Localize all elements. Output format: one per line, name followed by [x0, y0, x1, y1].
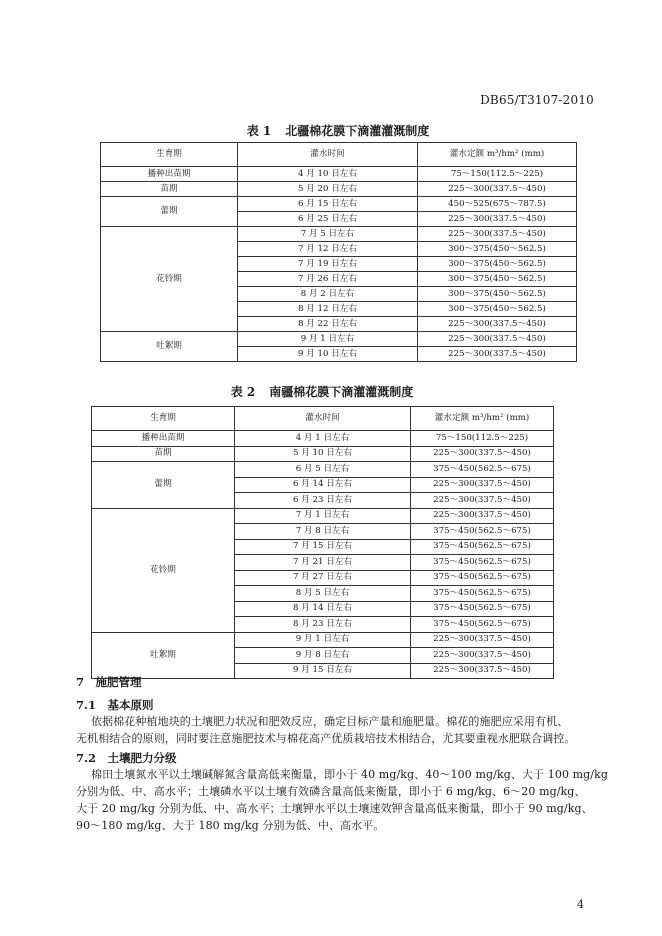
irrigation-date-cell: 7 月 19 日左右	[238, 257, 418, 272]
table-row	[101, 332, 577, 347]
irrigation-quota-cell: 225～300(337.5～450)	[418, 182, 577, 197]
irrigation-quota-cell: 375～450(562.5～675)	[411, 539, 554, 555]
irrigation-date-cell: 7 月 5 日左右	[238, 227, 418, 242]
irrigation-quota-cell: 225～300(337.5～450)	[411, 663, 554, 679]
irrigation-date-cell: 6 月 5 日左右	[235, 462, 411, 478]
table-row	[92, 462, 554, 478]
standard-code: DB65/T3107-2010	[480, 93, 594, 107]
table-header-row	[92, 407, 554, 431]
irrigation-date-cell: 9 月 1 日左右	[235, 632, 411, 648]
table2-caption	[91, 383, 553, 400]
irrigation-date-cell: 7 月 12 日左右	[238, 242, 418, 257]
irrigation-date-cell: 4 月 1 日左右	[235, 431, 411, 447]
growth-stage-cell: 苗期	[101, 182, 238, 197]
paragraph-line: 90～180 mg/kg、大于 180 mg/kg 分别为低、中、高水平。	[76, 819, 385, 832]
table-row	[101, 182, 577, 197]
irrigation-date-cell: 9 月 15 日左右	[235, 663, 411, 679]
irrigation-quota-cell: 375～450(562.5～675)	[411, 601, 554, 617]
table1-north-xinjiang	[100, 142, 577, 362]
irrigation-quota-cell: 75～150(112.5～225)	[418, 167, 577, 182]
table-header-cell: 生育期	[101, 143, 238, 167]
growth-stage-cell: 苗期	[92, 446, 235, 462]
irrigation-date-cell: 7 月 1 日左右	[235, 508, 411, 524]
irrigation-quota-cell: 375～450(562.5～675)	[411, 555, 554, 571]
paragraph-line: 大于 20 mg/kg 分别为低、中、高水平；土壤钾水平以土壤速效钾含量高低来衡量，即小于 90 mg/kg、	[76, 802, 593, 815]
irrigation-date-cell: 7 月 21 日左右	[235, 555, 411, 571]
growth-stage-cell: 吐絮期	[101, 332, 238, 362]
irrigation-quota-cell: 375～450(562.5～675)	[411, 617, 554, 633]
table-header-cell: 灌水时间	[238, 143, 418, 167]
section-7-1-body	[76, 713, 576, 747]
growth-stage-cell: 花铃期	[92, 508, 235, 632]
irrigation-date-cell: 5 月 10 日左右	[235, 446, 411, 462]
irrigation-date-cell: 7 月 26 日左右	[238, 272, 418, 287]
irrigation-date-cell: 8 月 12 日左右	[238, 302, 418, 317]
irrigation-date-cell: 7 月 27 日左右	[235, 570, 411, 586]
irrigation-quota-cell: 300～375(450～562.5)	[418, 272, 577, 287]
growth-stage-cell: 吐絮期	[92, 632, 235, 679]
irrigation-quota-cell: 450～525(675～787.5)	[418, 197, 577, 212]
table2-title: 南疆棉花膜下滴灌灌溉制度	[269, 385, 414, 399]
irrigation-date-cell: 8 月 5 日左右	[235, 586, 411, 602]
irrigation-quota-cell: 300～375(450～562.5)	[418, 302, 577, 317]
table-row	[92, 431, 554, 447]
table1-title: 北疆棉花膜下滴灌灌溉制度	[285, 124, 430, 138]
irrigation-date-cell: 9 月 8 日左右	[235, 648, 411, 664]
irrigation-quota-cell: 300～375(450～562.5)	[418, 242, 577, 257]
irrigation-date-cell: 9 月 1 日左右	[238, 332, 418, 347]
table-row	[101, 197, 577, 212]
paragraph-line: 棉田土壤氮水平以土壤碱解氮含量高低来衡量，即小于 40 mg/kg、40～100 mg/kg、大于 100 mg/kg	[91, 768, 609, 781]
table2-number: 表 2	[230, 385, 256, 399]
table-row	[101, 227, 577, 242]
irrigation-quota-cell: 300～375(450～562.5)	[418, 257, 577, 272]
irrigation-quota-cell: 225～300(337.5～450)	[411, 477, 554, 493]
growth-stage-cell: 花铃期	[101, 227, 238, 332]
irrigation-date-cell: 8 月 23 日左右	[235, 617, 411, 633]
table-row	[92, 508, 554, 524]
irrigation-date-cell: 8 月 22 日左右	[238, 317, 418, 332]
irrigation-quota-cell: 225～300(337.5～450)	[418, 347, 577, 362]
irrigation-quota-cell: 225～300(337.5～450)	[411, 446, 554, 462]
growth-stage-cell: 蕾期	[101, 197, 238, 227]
table1-caption	[100, 122, 576, 139]
irrigation-date-cell: 5 月 20 日左右	[238, 182, 418, 197]
paragraph-line: 分别为低、中、高水平；土壤磷水平以土壤有效磷含量高低来衡量，即小于 6 mg/kg、6～20 mg/kg、	[76, 785, 586, 798]
irrigation-quota-cell: 225～300(337.5～450)	[418, 212, 577, 227]
irrigation-quota-cell: 225～300(337.5～450)	[411, 493, 554, 509]
irrigation-quota-cell: 375～450(562.5～675)	[411, 462, 554, 478]
paragraph-line: 依据棉花种植地块的土壤肥力状况和肥效反应，确定目标产量和施肥量。棉花的施肥应采用有机、	[91, 715, 569, 728]
section-7-2-heading: 7.2 土壤肥力分级	[76, 751, 177, 765]
growth-stage-cell: 蕾期	[92, 462, 235, 509]
table-header-cell: 灌水时间	[235, 407, 411, 431]
irrigation-date-cell: 6 月 23 日左右	[235, 493, 411, 509]
page-number: 4	[577, 898, 584, 911]
table2-south-xinjiang	[91, 406, 554, 679]
irrigation-quota-cell: 225～300(337.5～450)	[418, 332, 577, 347]
irrigation-date-cell: 7 月 15 日左右	[235, 539, 411, 555]
table1-number: 表 1	[246, 124, 272, 138]
table-header-cell: 生育期	[92, 407, 235, 431]
paragraph-line: 无机相结合的原则，同时要注意施肥技术与棉花高产优质栽培技术相结合，尤其要重视水肥联合调控。	[76, 732, 576, 745]
irrigation-date-cell: 7 月 8 日左右	[235, 524, 411, 540]
section-7-2-body	[76, 766, 608, 834]
irrigation-quota-cell: 375～450(562.5～675)	[411, 524, 554, 540]
irrigation-quota-cell: 225～300(337.5～450)	[418, 227, 577, 242]
irrigation-quota-cell: 300～375(450～562.5)	[418, 287, 577, 302]
irrigation-quota-cell: 75～150(112.5～225)	[411, 431, 554, 447]
irrigation-date-cell: 4 月 10 日左右	[238, 167, 418, 182]
growth-stage-cell: 播种出苗期	[101, 167, 238, 182]
section-7-heading: 7 施肥管理	[76, 675, 142, 689]
irrigation-date-cell: 6 月 15 日左右	[238, 197, 418, 212]
table-header-cell: 灌水定额 m³/hm² (mm)	[411, 407, 554, 431]
irrigation-date-cell: 6 月 14 日左右	[235, 477, 411, 493]
irrigation-date-cell: 8 月 2 日左右	[238, 287, 418, 302]
irrigation-quota-cell: 375～450(562.5～675)	[411, 570, 554, 586]
table-row	[92, 632, 554, 648]
irrigation-date-cell: 6 月 25 日左右	[238, 212, 418, 227]
irrigation-quota-cell: 225～300(337.5～450)	[418, 317, 577, 332]
irrigation-quota-cell: 375～450(562.5～675)	[411, 586, 554, 602]
irrigation-date-cell: 9 月 10 日左右	[238, 347, 418, 362]
irrigation-quota-cell: 225～300(337.5～450)	[411, 648, 554, 664]
irrigation-quota-cell: 225～300(337.5～450)	[411, 508, 554, 524]
growth-stage-cell: 播种出苗期	[92, 431, 235, 447]
table-header-row	[101, 143, 577, 167]
table-row	[92, 446, 554, 462]
table-row	[101, 167, 577, 182]
irrigation-quota-cell: 225～300(337.5～450)	[411, 632, 554, 648]
table-header-cell: 灌水定额 m³/hm² (mm)	[418, 143, 577, 167]
irrigation-date-cell: 8 月 14 日左右	[235, 601, 411, 617]
section-7-1-heading: 7.1 基本原则	[76, 698, 154, 712]
